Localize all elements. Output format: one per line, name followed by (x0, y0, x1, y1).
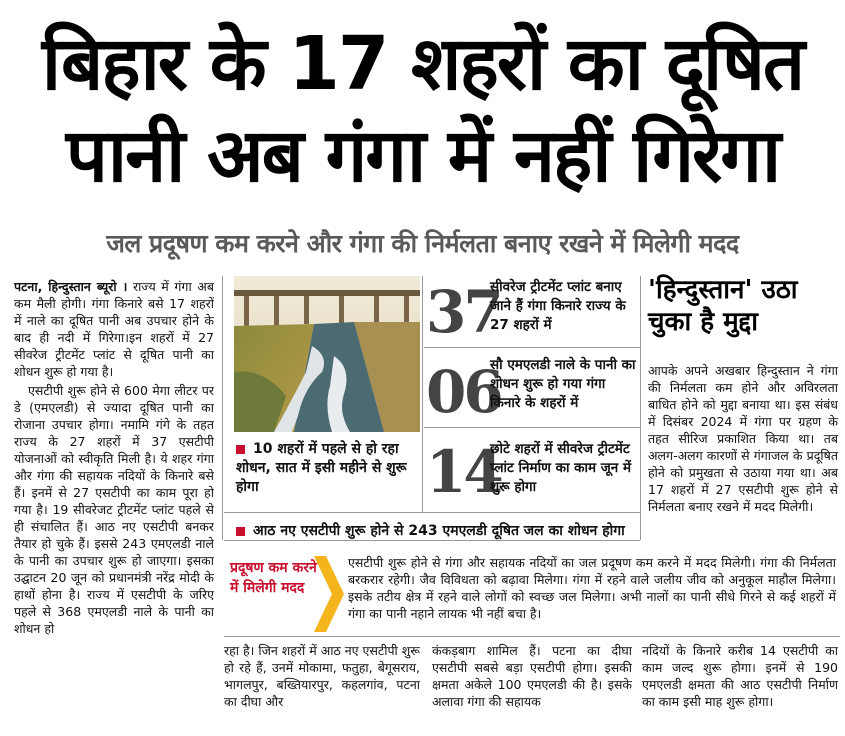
article-column-4: नदियों के किनारे करीब 14 एसटीपी का काम जल्द शुरू होगा। इनमें से 190 एमएलडी क्षमता की आठ एसटीपी निर्माण का काम इसी माह शुरू होगा। (642, 643, 838, 709)
column-divider (640, 276, 641, 540)
highlight-1-text: 10 शहरों में पहले से हो रहा शोधन, सात में इसी महीने से शुरू होगा (236, 441, 407, 495)
section-divider (224, 512, 640, 513)
bullet-square-icon (236, 445, 245, 454)
banner-label: प्रदूषण कम करने में मिलेगी मदद (230, 560, 317, 596)
column-divider (422, 276, 423, 512)
stat-text-3: छोटे शहरों में सीवरेज ट्रीटमेंट प्लांट निर्माण का काम जून में शुरू होगा (490, 441, 632, 495)
stat-number-3: 14 (426, 438, 501, 506)
stat-number-1: 37 (426, 278, 501, 346)
highlight-1 (236, 440, 422, 497)
stat-divider (424, 427, 640, 428)
article-column-2: रहा है। जिन शहरों में आठ नए एसटीपी शुरू हो रहे हैं, उनमें मोकामा, फतुहा, बेगूसराय, भागलपुर, बख्तियारपुर, कहलगांव, पटना का दीघा और (224, 643, 420, 709)
stat-text-1: सीवरेज ट्रीटमेंट प्लांट बनाए जाने हैं गंगा किनारे राज्य के 27 शहरों में (490, 279, 626, 333)
sidebar-body: आपके अपने अखबार हिन्दुस्तान ने गंगा की निर्मलता कम होने और अविरलता बाधित होने को मुद्दा बनाया था। इस संबंध में दिसंबर 2024 में गंगा पर ग्रहण के तहत सीरिज प्रकाशित किया था। तब अलग-अलग कारणों से गंगाजल के प्रदूषित होने को प्रमुखता से उठाया गया था। अब 17 शहरों में 27 एसटीपी शुरू होने से निर्मलता बनाए रखने में मदद मिलेगी। (648, 363, 838, 514)
headline (0, 18, 845, 202)
banner-text: एसटीपी शुरू होने से गंगा और सहायक नदियों का जल प्रदूषण कम करने में मदद मिलेगी। गंगा की निर्मलता बरकरार रहेगी। जैव विविधता को बढ़ावा मिलेगा। गंगा में रहने वाले जलीय जीव को अनुकूल माहौल मिलेगा। इसके तटीय क्षेत्र में रहने वाले लोगों को स्वच्छ जल मिलेगा। अभी नालों का पानी सीधे गिरने से कई शहरों में गंगा का पानी नहाने लायक भी नहीं बचा है। (348, 555, 836, 621)
stat-text-2: सौ एमएलडी नाले के पानी का शोधन शुरू हो गया गंगा किनारे के शहरों में (490, 357, 636, 411)
highlight-2 (236, 522, 636, 541)
chevron-right-icon (314, 556, 344, 632)
article-para-2: एसटीपी शुरू होने से 600 मेगा लीटर पर डे (एमएलडी) से ज्यादा दूषित पानी का रोजाना उपचार होगा। नमामि गंगे के तहत राज्य के 27 शहरों में 37 एसटीपी योजनाओं को स्वीकृति मिली है। ये शहर गंगा और गंगा की सहायक नदियों के किनारे बसे हैं। इनमें से 27 एसटीपी का काम पूरा हो गया है। 19 सीवरेजट ट्रीटमेंट प्लांट पहले से ही संचालित हैं। आठ नए एसटीपी बनकर तैयार हो चुके हैं। इससे 243 एमएलडी नाले के पानी का उपचार शुरू हो जाएगा। इसका उद्घाटन 20 जून को प्रधानमंत्री नरेंद्र मोदी के हाथों होना है। राज्य में एसटीपी के जरिए पहले से 368 एमएलडी नाले के पानी का शोधन हो (14, 383, 214, 636)
section-divider (224, 636, 840, 637)
headline-line-1: बिहार के 17 शहरों का दूषित (41, 21, 804, 107)
article-column-1 (14, 278, 214, 730)
bullet-square-icon (236, 527, 245, 536)
subheadline: जल प्रदूषण कम करने और गंगा की निर्मलता बनाए रखने में मिलेगी मदद (106, 229, 739, 258)
banner-label-box (224, 552, 318, 634)
stat-divider (424, 347, 640, 348)
headline-line-2: पानी अब गंगा में नहीं गिरेगा (65, 113, 780, 199)
river-photo (234, 276, 420, 432)
sidebar-title: 'हिन्दुस्तान' उठा चुका है मुद्दा (648, 275, 798, 337)
highlight-2-text: आठ नए एसटीपी शुरू होने से 243 एमएलडी दूषित जल का शोधन होगा (253, 523, 625, 539)
dateline: पटना, हिन्दुस्तान ब्यूरो । (14, 279, 128, 294)
stat-number-2: 06 (426, 358, 501, 426)
article-column-3: कंकड़बाग शामिल हैं। पटना का दीघा एसटीपी सबसे बड़ा एसटीपी होगा। इसकी क्षमता अकेले 100 एमएलडी की है। इसके अलावा गंगा की सहायक (432, 643, 632, 709)
column-divider (222, 276, 223, 540)
article-para-1: राज्य में गंगा अब कम मैली होगी। गंगा किनारे बसे 17 शहरों में नाले का दूषित पानी अब उपचार होने के बाद ही नदी में गिरेगा।इन शहरों में 27 सीवरेज ट्रीटमेंट प्लांट से दूषित पानी का शोधन शुरू हो गया है। (14, 279, 214, 379)
